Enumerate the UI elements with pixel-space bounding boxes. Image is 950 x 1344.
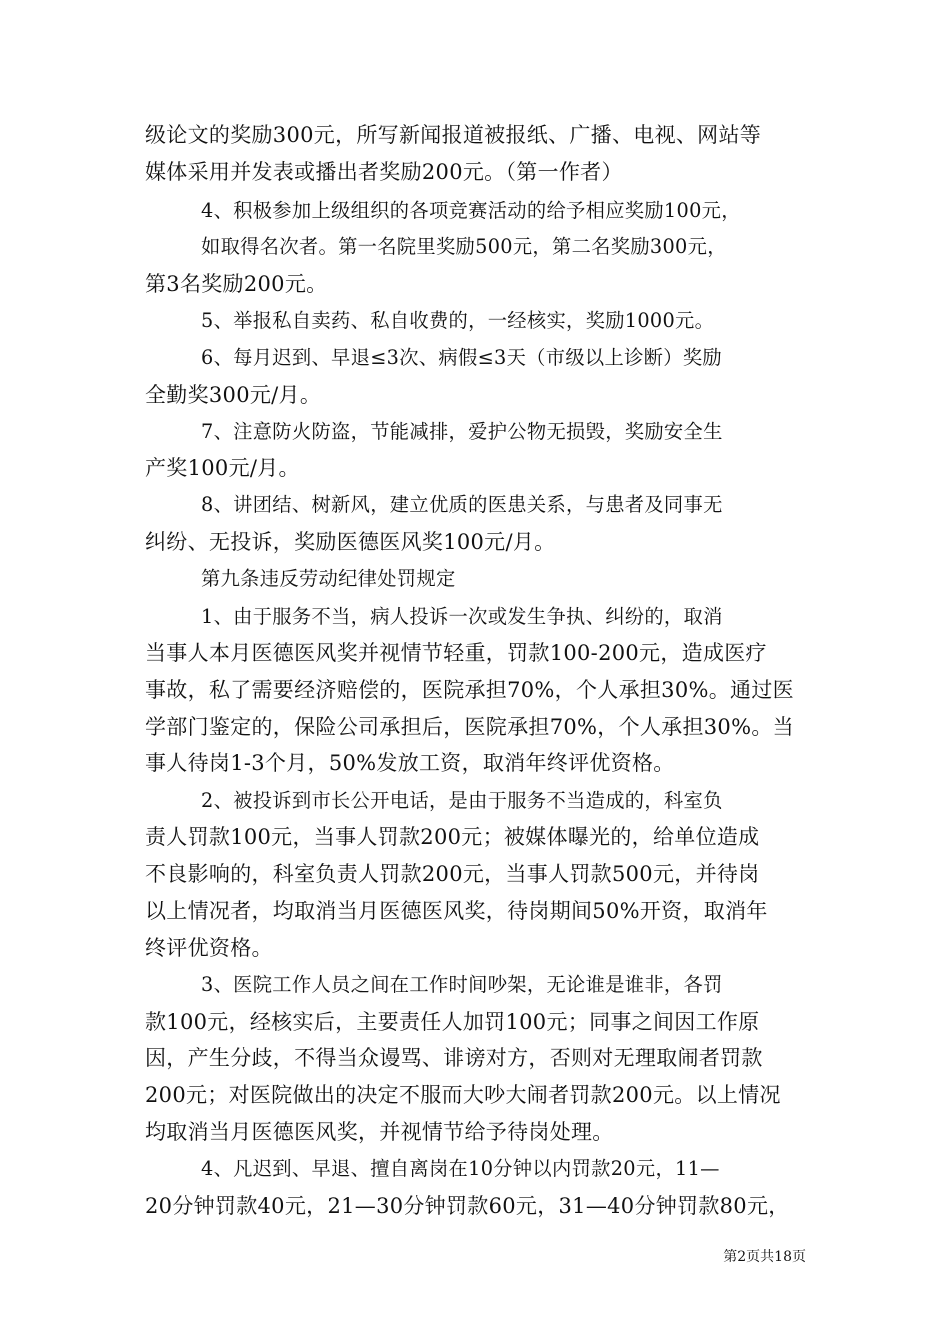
text-line: 6、每月迟到、早退≤3次、病假≤3天（市级以上诊断）奖励 — [201, 346, 722, 369]
text-line: 3、医院工作人员之间在工作时间吵架，无论谁是谁非，各罚 — [201, 973, 723, 996]
text-line: 5、举报私自卖药、私自收费的，一经核实，奖励1000元。 — [201, 309, 715, 332]
text-line: 款100元，经核实后，主要责任人加罚100元；同事之间因工作原 — [145, 1010, 760, 1034]
text-line: 2、被投诉到市长公开电话，是由于服务不当造成的，科室负 — [201, 789, 723, 812]
section-heading: 第九条违反劳动纪律处罚规定 — [201, 567, 456, 590]
text-line: 产奖100元/月。 — [145, 456, 300, 480]
text-line: 媒体采用并发表或播出者奖励200元。（第一作者） — [145, 160, 623, 184]
text-line: 责人罚款100元，当事人罚款200元；被媒体曝光的，给单位造成 — [145, 825, 760, 849]
text-line: 纠纷、无投诉，奖励医德医风奖100元/月。 — [145, 530, 556, 554]
text-line: 200元；对医院做出的决定不服而大吵大闹者罚款200元。以上情况 — [145, 1083, 781, 1107]
text-line: 8、讲团结、树新风，建立优质的医患关系，与患者及同事无 — [201, 493, 723, 516]
text-line: 不良影响的，科室负责人罚款200元，当事人罚款500元，并待岗 — [145, 862, 760, 886]
page-number: 第2页共18页 — [723, 1249, 806, 1265]
text-line: 7、注意防火防盗，节能减排，爱护公物无损毁，奖励安全生 — [201, 420, 723, 443]
text-line: 因，产生分歧，不得当众谩骂、诽谤对方，否则对无理取闹者罚款 — [145, 1046, 763, 1070]
text-line: 1、由于服务不当，病人投诉一次或发生争执、纠纷的，取消 — [201, 605, 723, 628]
text-line: 终评优资格。 — [145, 936, 273, 960]
text-line: 学部门鉴定的，保险公司承担后，医院承担70%，个人承担30%。当 — [145, 715, 794, 739]
text-line: 事故，私了需要经济赔偿的，医院承担70%，个人承担30%。通过医 — [145, 678, 794, 702]
text-line: 全勤奖300元/月。 — [145, 383, 322, 407]
text-line: 均取消当月医德医风奖，并视情节给予待岗处理。 — [145, 1120, 614, 1144]
text-line: 级论文的奖励300元，所写新闻报道被报纸、广播、电视、网站等 — [145, 123, 762, 147]
text-line: 当事人本月医德医风奖并视情节轻重，罚款100-200元，造成医疗 — [145, 641, 767, 665]
text-line: 第3名奖励200元。 — [145, 272, 328, 296]
text-line: 以上情况者，均取消当月医德医风奖，待岗期间50%开资，取消年 — [145, 899, 768, 923]
text-line: 如取得名次者。第一名院里奖励500元，第二名奖励300元， — [201, 235, 727, 258]
text-line: 事人待岗1-3个月，50%发放工资，取消年终评优资格。 — [145, 751, 675, 775]
text-line: 4、积极参加上级组织的各项竞赛活动的给予相应奖励100元， — [201, 199, 741, 222]
text-line: 20分钟罚款40元，21—30分钟罚款60元，31—40分钟罚款80元， — [145, 1194, 790, 1218]
text-line: 4、凡迟到、早退、擅自离岗在10分钟以内罚款20元，11— — [201, 1157, 720, 1180]
